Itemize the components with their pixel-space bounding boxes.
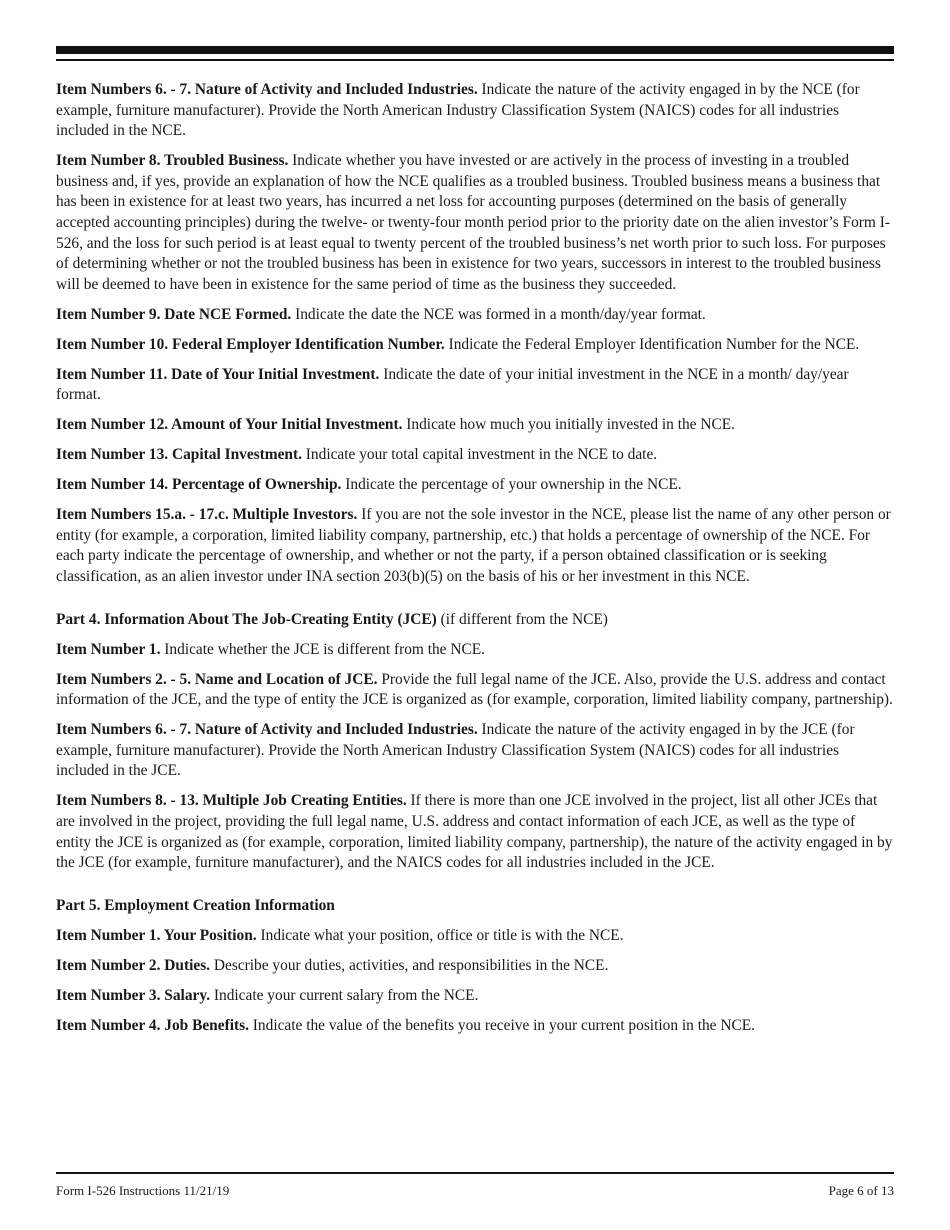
item-paragraph [56,475,894,496]
item-heading: Item Numbers 6. - 7. Nature of Activity and Included Industries. [56,81,478,98]
item-paragraph [56,640,894,661]
part-heading [56,610,894,631]
item-paragraph [56,791,894,873]
item-heading: Item Number 13. Capital Investment. [56,446,302,464]
item-text: Indicate what your position, office or title is with the NCE. [256,926,624,944]
item-paragraph [56,1016,894,1037]
instructions-body [56,80,894,1046]
header-rule-thin [56,59,894,61]
item-text: Indicate the nature of the activity engaged in by the NCE (for example, furniture manufacturer). Provide the North American Industry Classification System (NAICS) codes for all industries included in the NCE. [56,81,860,140]
item-paragraph [56,305,894,326]
item-text: If you are not the sole investor in the NCE, please list the name of any other person or entity (for example, a corporation, limited liability company, partnership, etc.) that holds a percentage of ownership of the NCE. For each party indicate the percentage of ownership, and whether or not the party, if a person obtained classification or is seeking classification, as an alien investor under INA section 203(b)(5) on the basis of his or her investment in this NCE. [56,506,891,585]
item-heading: Item Number 1. Your Position. [56,926,257,944]
item-paragraph [56,720,894,782]
item-heading: Item Numbers 6. - 7. Nature of Activity and Included Industries. [56,721,478,739]
item-heading: Item Numbers 15.a. - 17.c. Multiple Investors. [56,506,358,524]
item-text: Provide the full legal name of the JCE. Also, provide the U.S. address and contact information of the JCE, and the type of entity the JCE is organized as (for example, corporation, limited liability company, partnership). [56,670,893,709]
part-title: Part 4. Information About The Job-Creating Entity (JCE) [56,610,437,628]
item-paragraph [56,365,894,406]
item-heading: Item Number 3. Salary. [56,986,211,1004]
item-paragraph [56,80,894,142]
item-text: If there is more than one JCE involved in the project, list all other JCEs that are involved in the project, providing the full legal name, U.S. address and contact information of each JCE, as well as the type of entity the JCE is organized as (for example, corporation, limited liability company, partnership), the nature of the activity engaged in by the JCE (for example, furniture manufacturer), and the NAICS codes for all industries included in the JCE. [56,792,893,872]
item-paragraph [56,445,894,466]
item-text: Indicate the date the NCE was formed in a month/day/year format. [291,305,706,323]
item-heading: Item Number 12. Amount of Your Initial Investment. [56,416,403,434]
item-paragraph [56,670,894,711]
item-paragraph [56,151,894,295]
item-text: Indicate how much you initially invested in the NCE. [402,416,735,434]
item-heading: Item Number 14. Percentage of Ownership. [56,476,342,494]
item-paragraph [56,335,894,356]
item-paragraph [56,926,894,947]
header-rule-thick [56,46,894,54]
item-heading: Item Number 2. Duties. [56,956,211,974]
item-text: Indicate the date of your initial investment in the NCE in a month/ day/year format. [56,365,849,404]
item-paragraph [56,415,894,436]
item-text: Describe your duties, activities, and responsibilities in the NCE. [210,956,609,974]
item-text: Indicate your total capital investment in the NCE to date. [301,446,658,464]
item-text: Indicate whether you have invested or are actively in the process of investing in a troubled business and, if yes, provide an explanation of how the NCE qualifies as a troubled business. Troubled business means a business that has been in existence for at least two years, has incurred a net loss for accounting purposes (determined on the basis of generally accepted accounting principles) during the twelve- or twenty-four month period prior to the priority date on the alien investor’s Form I-526, and the loss for such period is at least equal to twenty percent of the troubled business’s net worth prior to such loss. For purposes of determining whether or not the troubled business has been in existence for two years, successors in interest to the troubled business will be deemed to have been in existence for the same period of time as the business they succeeded. [56,152,890,293]
item-heading: Item Number 4. Job Benefits. [56,1016,249,1034]
footer-rule [56,1172,894,1174]
item-heading: Item Number 8. Troubled Business. [56,152,289,170]
item-text: Indicate the nature of the activity engaged in by the JCE (for example, furniture manufacturer). Provide the North American Industry Classification System (NAICS) codes for all industries included in the JCE. [56,721,855,780]
item-heading: Item Number 10. Federal Employer Identification Number. [56,335,445,353]
item-text: Indicate the percentage of your ownership in the NCE. [341,476,682,494]
part-subtitle: (if different from the NCE) [436,610,608,628]
part-title: Part 5. Employment Creation Information [56,896,335,914]
part-heading [56,896,894,917]
footer-page-number: Page 6 of 13 [828,1183,894,1198]
item-heading: Item Number 1. [56,640,161,658]
item-text: Indicate the value of the benefits you receive in your current position in the NCE. [248,1016,755,1034]
item-heading: Item Numbers 2. - 5. Name and Location of JCE. [56,670,378,688]
footer-form-id: Form I-526 Instructions 11/21/19 [56,1183,230,1198]
item-heading: Item Number 9. Date NCE Formed. [56,305,292,323]
item-text: Indicate whether the JCE is different from the NCE. [160,640,485,658]
item-heading: Item Numbers 8. - 13. Multiple Job Creating Entities. [56,792,407,810]
item-paragraph [56,505,894,587]
item-paragraph [56,986,894,1007]
item-heading: Item Number 11. Date of Your Initial Investment. [56,365,380,383]
item-paragraph [56,956,894,977]
item-text: Indicate the Federal Employer Identification Number for the NCE. [444,335,860,353]
item-text: Indicate your current salary from the NCE. [210,986,479,1004]
